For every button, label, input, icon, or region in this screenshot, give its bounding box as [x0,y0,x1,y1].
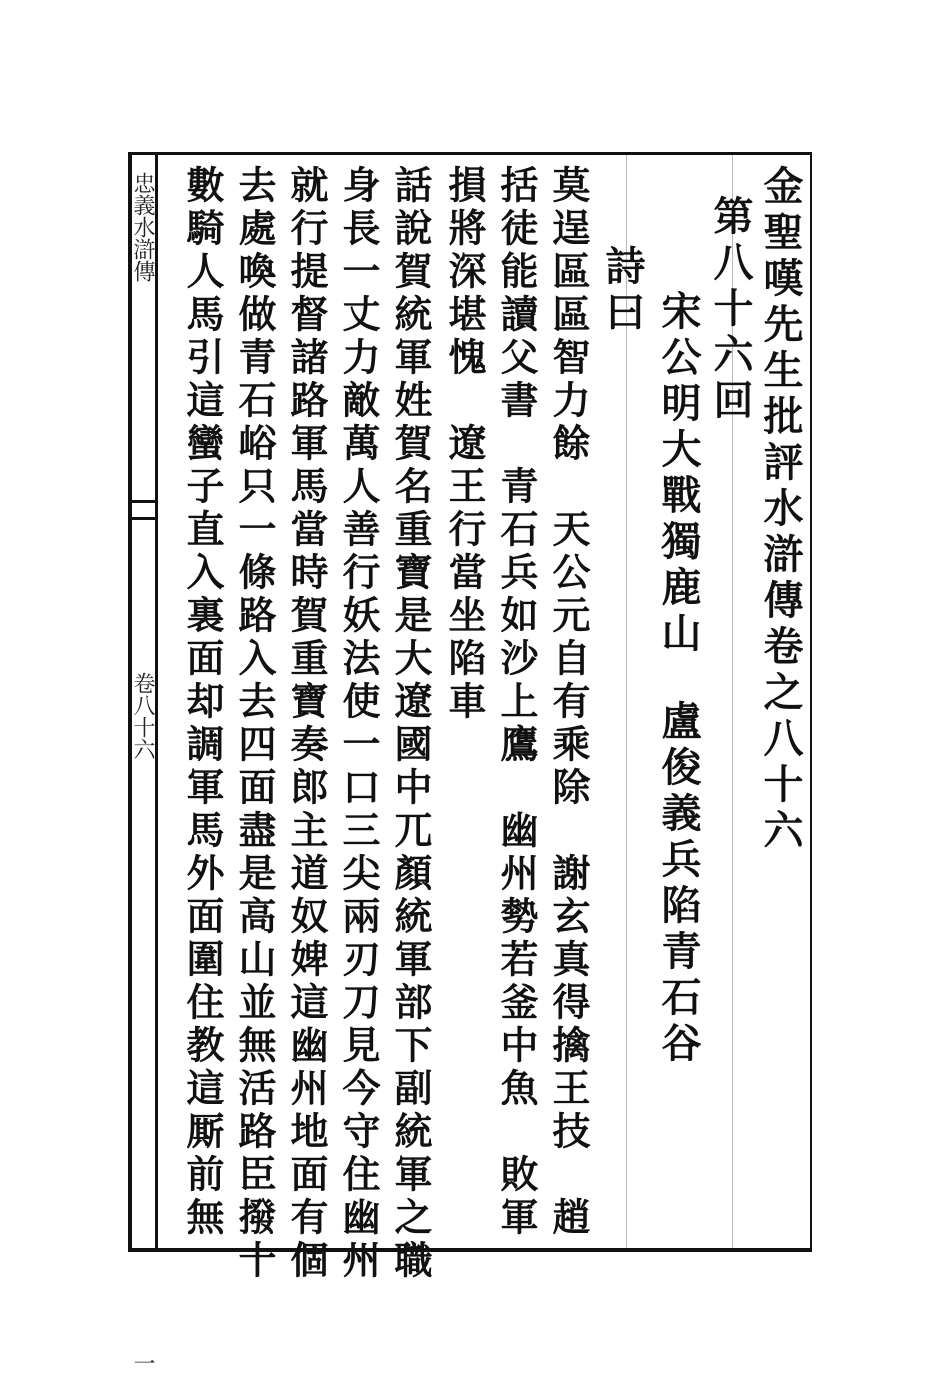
body-text-line: 數騎人馬引這蠻子直入裏面却調軍馬外面圍住教這厮前無 [180,165,225,1240]
fish-tail-mark [128,500,158,520]
fore-edge-strip [128,152,158,1374]
body-text-line: 去處喚做青石峪只一條路入去四面盡是高山並無活路臣撥十 [232,165,277,1283]
fore-edge-page-number: 一 [130,1352,155,1374]
body-text-line: 就行提督諸路軍馬當時賀重寶奏郎主道奴婢這幽州地面有個 [284,165,329,1283]
poem-label: 詩曰 [599,245,646,337]
poem-line: 莫逞區區智力餘 天公元自有乘除 謝玄真得擒王技 趙 [546,165,591,1240]
book-title: 金聖嘆先生批評水滸傳卷之八十六 [757,165,804,855]
chapter-title-a: 宋公明大戰獨鹿山 [655,290,702,658]
poem-line: 損將深堪愧 遼王行當坐陷車 [442,165,487,724]
chapter-title-b: 盧俊義兵陷青石谷 [655,700,702,1068]
chapter-number: 第八十六回 [707,195,754,425]
body-text-line: 話說賀統軍姓賀名重寶是大遼國中兀顏統軍部下副統軍之職 [388,165,433,1283]
poem-line: 括徒能讀父書 青石兵如沙上鷹 幽州勢若釜中魚 敗軍 [494,165,539,1240]
fore-edge-title: 忠義水滸傳 [130,172,155,282]
fore-edge-volume: 卷八十六 [130,672,155,760]
body-text-line: 身長一丈力敵萬人善行妖法使一口三尖兩刃刀見今守住幽州 [336,165,381,1283]
